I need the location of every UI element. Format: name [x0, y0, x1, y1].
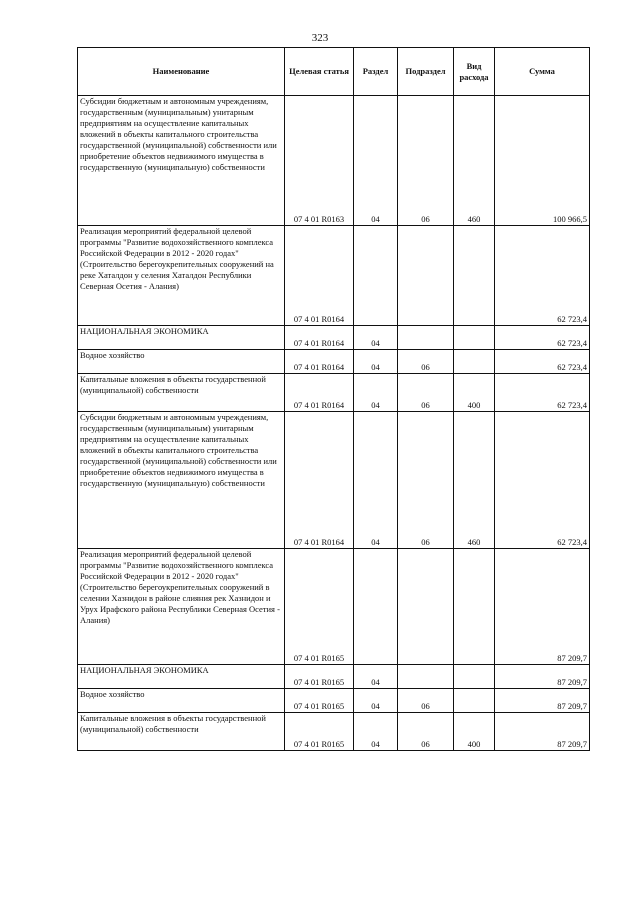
- row-subsection: 06: [398, 350, 454, 374]
- row-amount: 62 723,4: [495, 374, 590, 412]
- table-row: [78, 689, 590, 713]
- row-name-text: Капитальные вложения в объекты государственной (муниципальной) собственности: [80, 374, 266, 395]
- row-subsection: [398, 665, 454, 689]
- header-subsection: Подраздел: [398, 48, 454, 96]
- row-target-article: 07 4 01 R0165: [285, 665, 354, 689]
- row-section: 04: [354, 96, 398, 226]
- table-row: [78, 549, 590, 665]
- row-target-article: 07 4 01 R0164: [285, 374, 354, 412]
- row-expense-type: [454, 549, 495, 665]
- row-name-text: Субсидии бюджетным и автономным учреждениям, государственным (муниципальным) унитарным предприятиям на осуществление капитальных вложений в объекты капитального строительства государственной (муниципальной) собственности или приобретение объектов недвижимого имущества в государственную (муниципальную) собственности: [80, 412, 277, 488]
- row-target-article: 07 4 01 R0164: [285, 350, 354, 374]
- page-number: 323: [311, 32, 329, 44]
- budget-table: [77, 47, 590, 751]
- row-name: [78, 689, 285, 713]
- row-name: [78, 412, 285, 549]
- row-expense-type: 400: [454, 713, 495, 751]
- row-name: [78, 374, 285, 412]
- row-amount: 62 723,4: [495, 350, 590, 374]
- row-name-text: Реализация мероприятий федеральной целевой программы "Развитие водохозяйственного комплекса Российской Федерации в 2012 - 2020 годах" (Строительство берегоукрепительных сооружений в селении Хазнидон в районе слияния рек Хазнидон и Урух Ирафского района Республики Северная Осетия - Алания): [80, 549, 280, 625]
- row-section: [354, 226, 398, 326]
- row-name: [78, 713, 285, 751]
- table-row: [78, 713, 590, 751]
- row-amount: 87 209,7: [495, 689, 590, 713]
- table-row: [78, 326, 590, 350]
- row-section: 04: [354, 350, 398, 374]
- row-section: 04: [354, 326, 398, 350]
- row-expense-type: [454, 689, 495, 713]
- row-section: 04: [354, 713, 398, 751]
- header-amount: Сумма: [495, 48, 590, 96]
- row-name: [78, 549, 285, 665]
- table-row: [78, 374, 590, 412]
- row-subsection: 06: [398, 689, 454, 713]
- header-name: Наименование: [78, 48, 285, 96]
- table-row: [78, 665, 590, 689]
- row-expense-type: 400: [454, 374, 495, 412]
- table-row: [78, 412, 590, 549]
- row-subsection: [398, 226, 454, 326]
- row-subsection: [398, 326, 454, 350]
- row-expense-type: [454, 226, 495, 326]
- header-expense-type: Вид расхода: [454, 48, 495, 96]
- row-target-article: 07 4 01 R0165: [285, 549, 354, 665]
- row-target-article: 07 4 01 R0165: [285, 689, 354, 713]
- table-row: [78, 350, 590, 374]
- row-name: [78, 350, 285, 374]
- row-name-text: Водное хозяйство: [80, 350, 145, 360]
- row-expense-type: 460: [454, 412, 495, 549]
- row-target-article: 07 4 01 R0165: [285, 713, 354, 751]
- row-name-text: НАЦИОНАЛЬНАЯ ЭКОНОМИКА: [80, 326, 209, 336]
- row-amount: 62 723,4: [495, 412, 590, 549]
- row-name-text: Реализация мероприятий федеральной целевой программы "Развитие водохозяйственного комплекса Российской Федерации в 2012 - 2020 годах" (Строительство берегоукрепительных сооружений на реке Хаталдон у селения Хаталдон Республики Северная Осетия - Алания): [80, 226, 274, 291]
- row-subsection: 06: [398, 412, 454, 549]
- row-name-text: НАЦИОНАЛЬНАЯ ЭКОНОМИКА: [80, 665, 209, 675]
- row-expense-type: [454, 665, 495, 689]
- row-expense-type: [454, 350, 495, 374]
- row-expense-type: 460: [454, 96, 495, 226]
- row-subsection: 06: [398, 374, 454, 412]
- row-amount: 62 723,4: [495, 226, 590, 326]
- row-amount: 87 209,7: [495, 665, 590, 689]
- row-section: 04: [354, 665, 398, 689]
- table-header-row: [78, 48, 590, 96]
- row-name: [78, 226, 285, 326]
- row-amount: 100 966,5: [495, 96, 590, 226]
- table-row: [78, 226, 590, 326]
- row-name: [78, 665, 285, 689]
- row-name-text: Капитальные вложения в объекты государственной (муниципальной) собственности: [80, 713, 266, 734]
- row-name: [78, 96, 285, 226]
- row-name: [78, 326, 285, 350]
- row-name-text: Субсидии бюджетным и автономным учреждениям, государственным (муниципальным) унитарным предприятиям на осуществление капитальных вложений в объекты капитального строительства государственной (муниципальной) собственности или приобретение объектов недвижимого имущества в государственную (муниципальную) собственности: [80, 96, 277, 172]
- row-amount: 62 723,4: [495, 326, 590, 350]
- row-section: 04: [354, 412, 398, 549]
- row-section: 04: [354, 374, 398, 412]
- row-subsection: 06: [398, 96, 454, 226]
- row-expense-type: [454, 326, 495, 350]
- row-amount: 87 209,7: [495, 713, 590, 751]
- row-target-article: 07 4 01 R0164: [285, 326, 354, 350]
- header-section: Раздел: [354, 48, 398, 96]
- row-name-text: Водное хозяйство: [80, 689, 145, 699]
- row-amount: 87 209,7: [495, 549, 590, 665]
- row-section: [354, 549, 398, 665]
- row-target-article: 07 4 01 R0164: [285, 412, 354, 549]
- row-target-article: 07 4 01 R0164: [285, 226, 354, 326]
- row-subsection: 06: [398, 713, 454, 751]
- row-section: 04: [354, 689, 398, 713]
- header-target-article: Целевая статья: [285, 48, 354, 96]
- row-subsection: [398, 549, 454, 665]
- row-target-article: 07 4 01 R0163: [285, 96, 354, 226]
- table-row: [78, 96, 590, 226]
